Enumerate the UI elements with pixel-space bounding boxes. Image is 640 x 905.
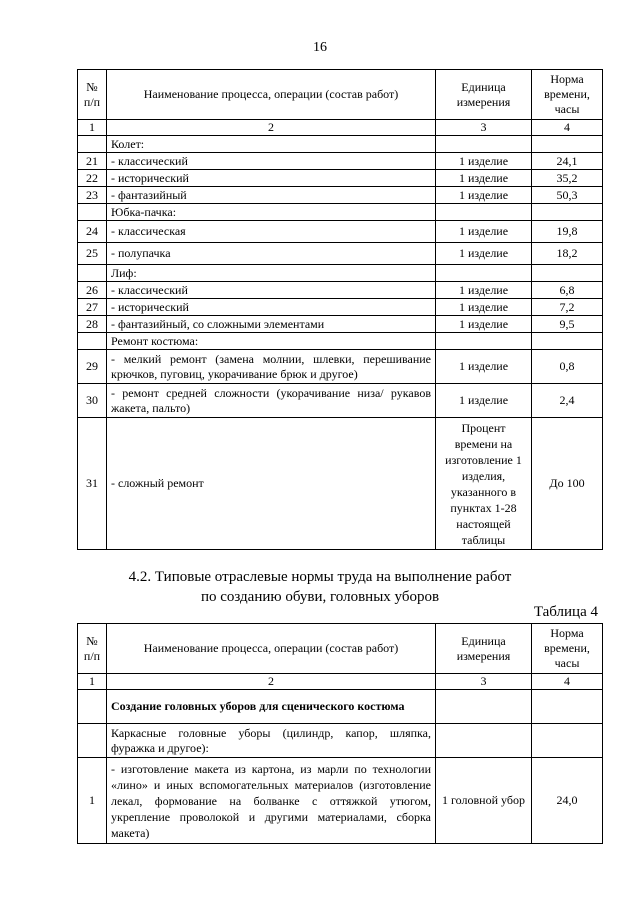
row-number: 1 bbox=[78, 758, 107, 844]
table-row bbox=[78, 282, 603, 299]
norms-table-3 bbox=[77, 69, 603, 550]
table-row bbox=[78, 350, 603, 384]
row-unit: 1 головной убор bbox=[436, 758, 532, 844]
row-name: - исторический bbox=[107, 299, 436, 316]
row-unit: 1 изделие bbox=[436, 316, 532, 333]
header-norm: Норма времени, часы bbox=[532, 70, 603, 120]
row-name: - классический bbox=[107, 282, 436, 299]
row-number: 29 bbox=[78, 350, 107, 384]
table-header-row bbox=[78, 624, 603, 674]
row-number: 23 bbox=[78, 187, 107, 204]
section-name: Лиф: bbox=[107, 265, 436, 282]
table-section-row bbox=[78, 204, 603, 221]
row-name: - полупачка bbox=[107, 243, 436, 265]
table-section-row bbox=[78, 136, 603, 153]
row-number: 24 bbox=[78, 221, 107, 243]
col-number: 3 bbox=[436, 674, 532, 690]
table-row bbox=[78, 221, 603, 243]
table-row bbox=[78, 170, 603, 187]
table-section-row bbox=[78, 333, 603, 350]
header-norm: Норма времени, часы bbox=[532, 624, 603, 674]
section-heading-line1: 4.2. Типовые отраслевые нормы труда на выполнение работ bbox=[128, 569, 512, 585]
column-number-row bbox=[78, 674, 603, 690]
row-norm: 24,0 bbox=[532, 758, 603, 844]
norms-table-4 bbox=[77, 623, 603, 844]
table-row bbox=[78, 418, 603, 550]
row-unit: 1 изделие bbox=[436, 170, 532, 187]
row-unit: 1 изделие bbox=[436, 153, 532, 170]
section-name: Создание головных уборов для сценического костюма bbox=[107, 690, 436, 724]
header-unit: Единица измерения bbox=[436, 70, 532, 120]
row-unit: 1 изделие bbox=[436, 384, 532, 418]
table-subsection-row bbox=[78, 724, 603, 758]
col-number: 1 bbox=[78, 674, 107, 690]
col-number: 2 bbox=[107, 120, 436, 136]
header-process: Наименование процесса, операции (состав работ) bbox=[107, 624, 436, 674]
row-number: 26 bbox=[78, 282, 107, 299]
row-name: - фантазийный, со сложными элементами bbox=[107, 316, 436, 333]
row-number: 22 bbox=[78, 170, 107, 187]
row-unit: 1 изделие bbox=[436, 243, 532, 265]
table-header-row bbox=[78, 70, 603, 120]
table-row bbox=[78, 384, 603, 418]
row-norm: 24,1 bbox=[532, 153, 603, 170]
row-name: - классический bbox=[107, 153, 436, 170]
row-norm: 19,8 bbox=[532, 221, 603, 243]
row-norm: 18,2 bbox=[532, 243, 603, 265]
page-number: 16 bbox=[313, 40, 327, 55]
section-heading-line2: по созданию обуви, головных уборов bbox=[200, 589, 440, 605]
table-row bbox=[78, 299, 603, 316]
section-name: Юбка-пачка: bbox=[107, 204, 436, 221]
row-name: - фантазийный bbox=[107, 187, 436, 204]
row-unit: Процент времени на изготовление 1 изделия, указанного в пунктах 1-28 настоящей таблицы bbox=[436, 418, 532, 550]
col-number: 4 bbox=[532, 674, 603, 690]
header-unit: Единица измерения bbox=[436, 624, 532, 674]
header-number: № п/п bbox=[78, 70, 107, 120]
row-unit: 1 изделие bbox=[436, 282, 532, 299]
row-unit: 1 изделие bbox=[436, 187, 532, 204]
table-row bbox=[78, 758, 603, 844]
table-row bbox=[78, 316, 603, 333]
col-number: 1 bbox=[78, 120, 107, 136]
table-row bbox=[78, 187, 603, 204]
subsection-name: Каркасные головные уборы (цилиндр, капор, шляпка, фуражка и другое): bbox=[107, 724, 436, 758]
row-name: - изготовление макета из картона, из марли по технологии «лино» и иных вспомогательных материалов (изготовление лекал, формование на болванке с оттяжкой утюгом, укрепление проволокой и другими материалами, сборка макета) bbox=[107, 758, 436, 844]
row-number: 31 bbox=[78, 418, 107, 550]
row-unit: 1 изделие bbox=[436, 299, 532, 316]
table-row bbox=[78, 153, 603, 170]
row-norm: 0,8 bbox=[532, 350, 603, 384]
section-name: Колет: bbox=[107, 136, 436, 153]
table-row bbox=[78, 243, 603, 265]
row-name: - исторический bbox=[107, 170, 436, 187]
row-number: 21 bbox=[78, 153, 107, 170]
row-norm: До 100 bbox=[532, 418, 603, 550]
row-norm: 9,5 bbox=[532, 316, 603, 333]
row-name: - ремонт средней сложности (укорачивание низа/ рукавов жакета, пальто) bbox=[107, 384, 436, 418]
row-norm: 50,3 bbox=[532, 187, 603, 204]
col-number: 3 bbox=[436, 120, 532, 136]
section-name: Ремонт костюма: bbox=[107, 333, 436, 350]
row-number: 25 bbox=[78, 243, 107, 265]
row-name: - мелкий ремонт (замена молнии, шлевки, перешивание крючков, пуговиц, укорачивание брюк и другое) bbox=[107, 350, 436, 384]
row-norm: 2,4 bbox=[532, 384, 603, 418]
column-number-row bbox=[78, 120, 603, 136]
row-norm: 7,2 bbox=[532, 299, 603, 316]
row-norm: 35,2 bbox=[532, 170, 603, 187]
row-norm: 6,8 bbox=[532, 282, 603, 299]
row-number: 27 bbox=[78, 299, 107, 316]
header-process: Наименование процесса, операции (состав работ) bbox=[107, 70, 436, 120]
col-number: 2 bbox=[107, 674, 436, 690]
table-section-row bbox=[78, 265, 603, 282]
header-number: № п/п bbox=[78, 624, 107, 674]
row-unit: 1 изделие bbox=[436, 221, 532, 243]
col-number: 4 bbox=[532, 120, 603, 136]
table-section-row bbox=[78, 690, 603, 724]
row-number: 28 bbox=[78, 316, 107, 333]
row-name: - классическая bbox=[107, 221, 436, 243]
row-name: - сложный ремонт bbox=[107, 418, 436, 550]
row-number: 30 bbox=[78, 384, 107, 418]
row-unit: 1 изделие bbox=[436, 350, 532, 384]
table-caption: Таблица 4 bbox=[533, 604, 598, 620]
